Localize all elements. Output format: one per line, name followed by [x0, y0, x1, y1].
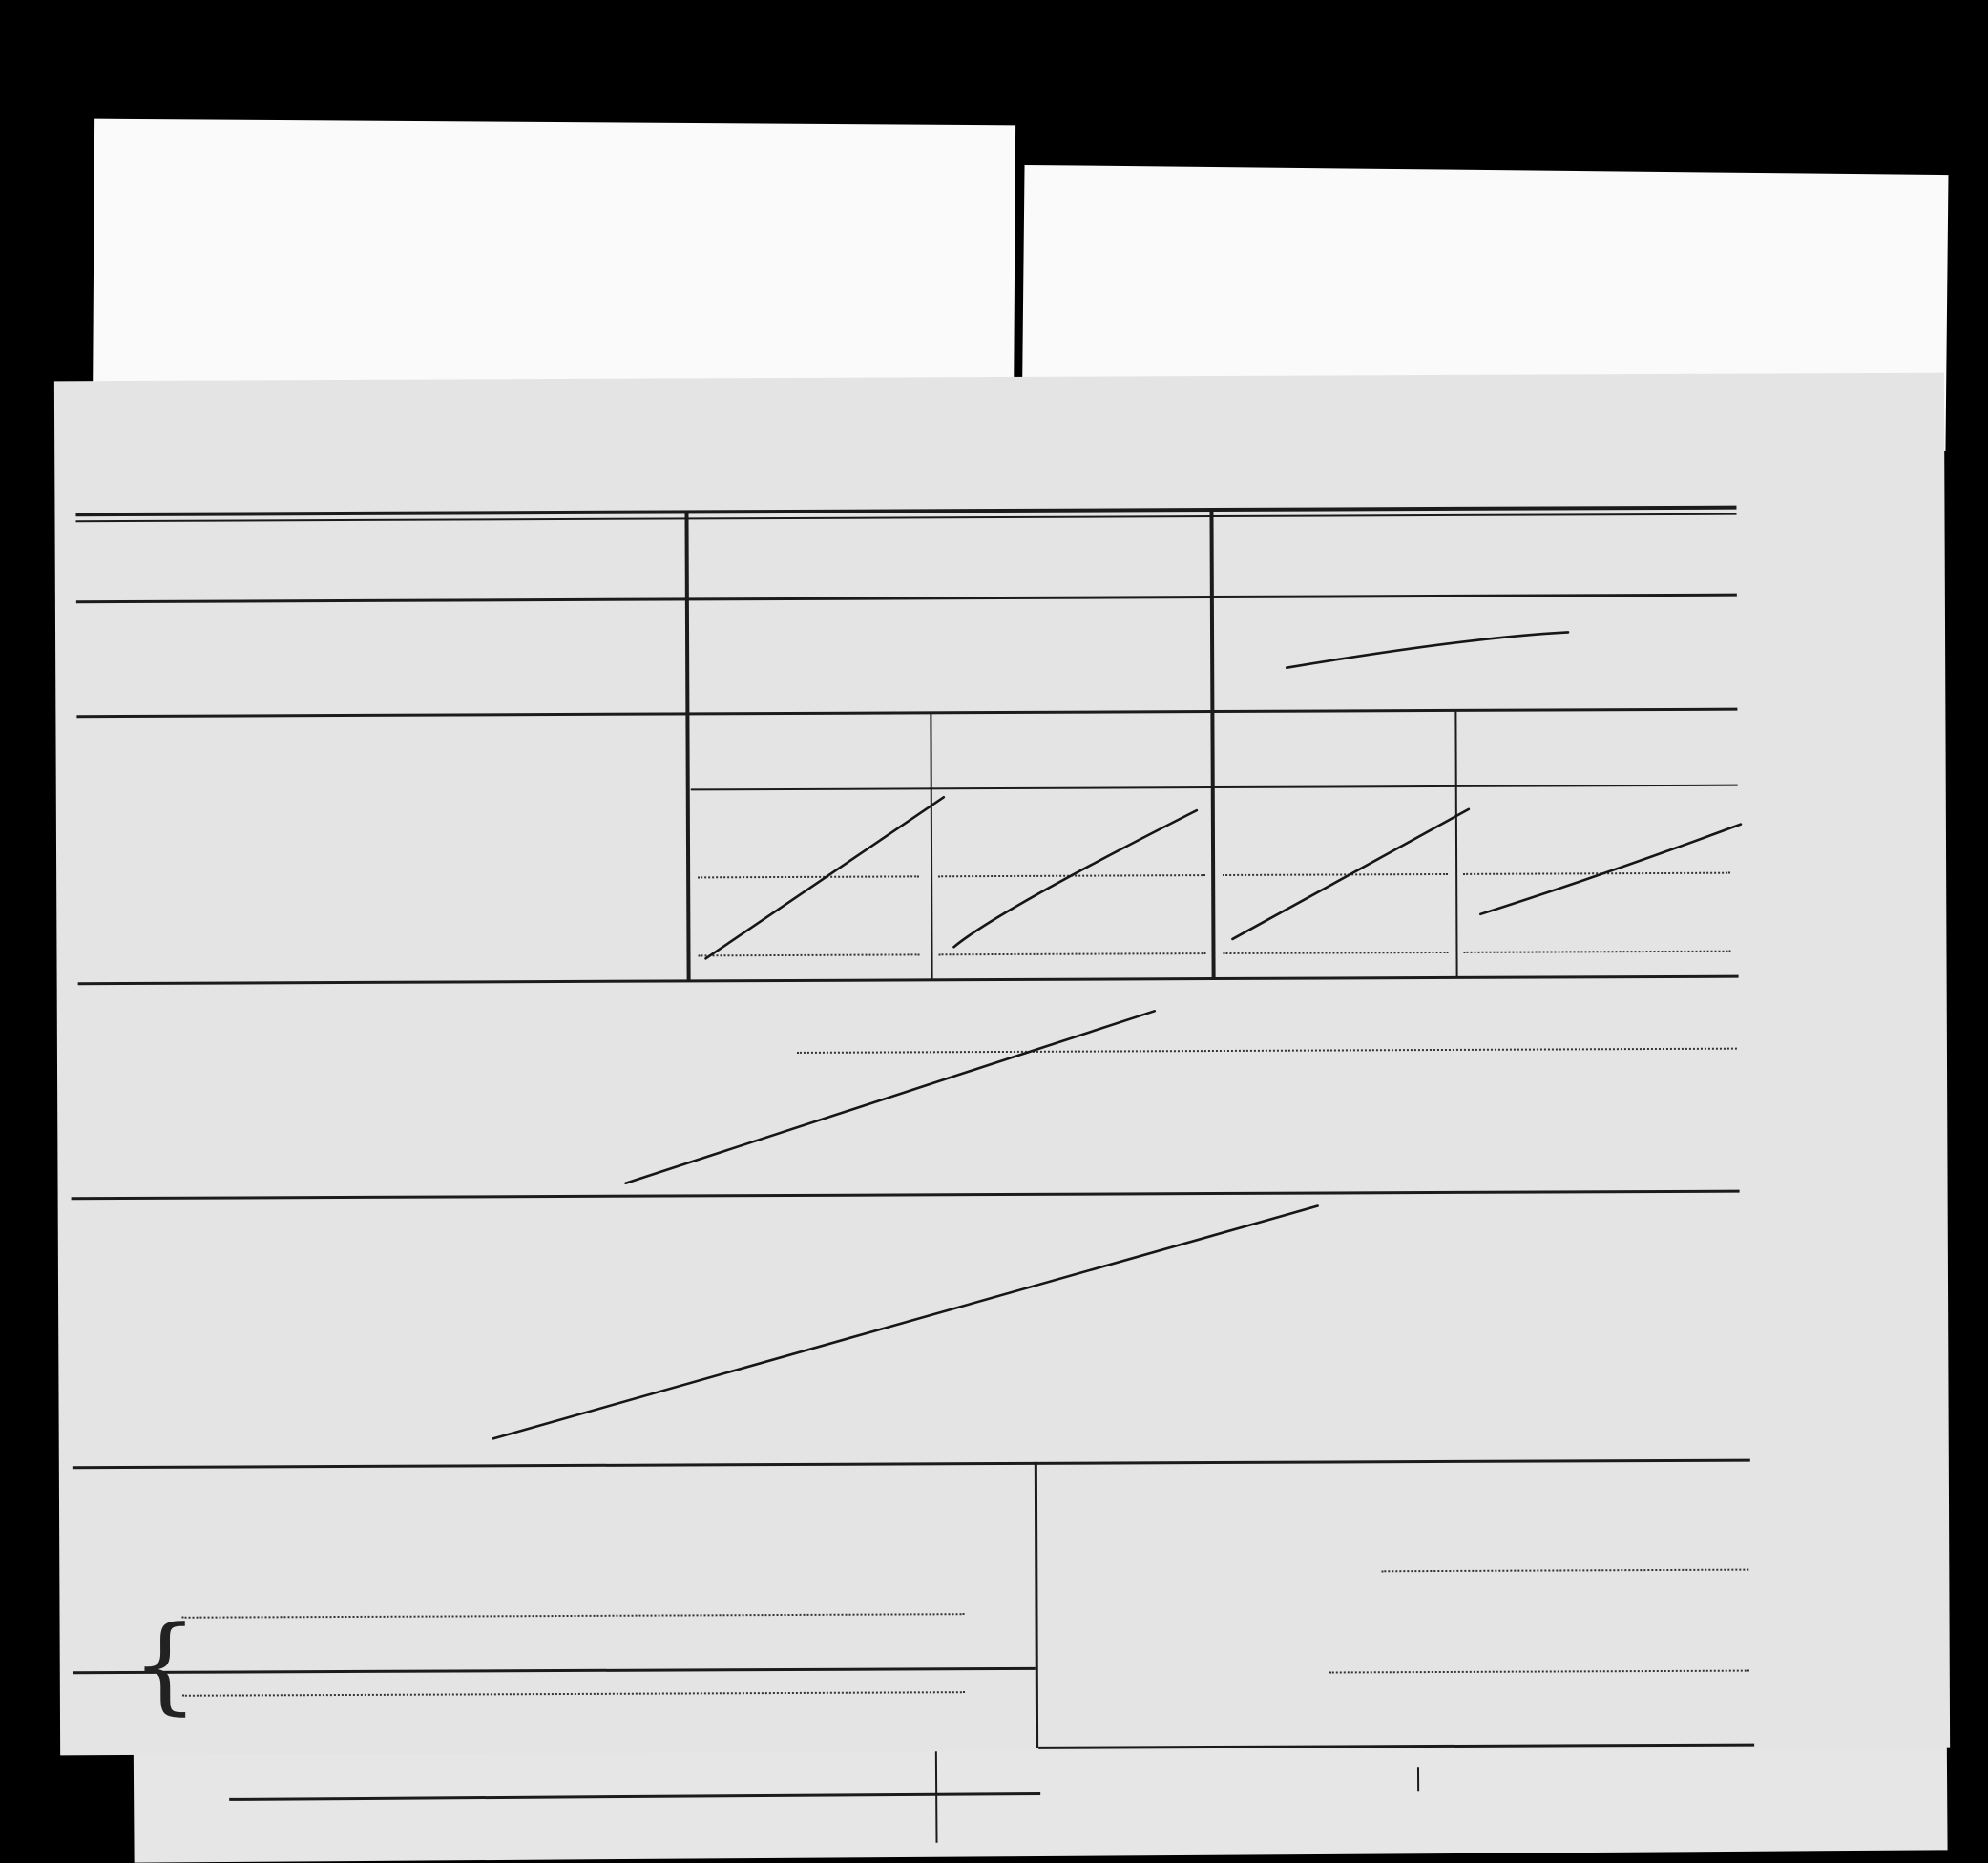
strike-remarks — [492, 1206, 1319, 1439]
underlying-rule — [229, 1792, 1040, 1801]
strike-documents — [625, 1011, 1156, 1183]
damaged-label-en — [94, 241, 1015, 248]
damaged-label-ru — [94, 177, 1015, 183]
form-sheet — [54, 373, 1950, 1756]
mother-underline-stroke — [1287, 632, 1568, 667]
strike-father-prev — [953, 810, 1198, 947]
strike-mother-prev — [1480, 825, 1741, 914]
handwritten-strokes — [54, 373, 1950, 1756]
underlying-mark — [1417, 1767, 1419, 1791]
bleed-through-label-en — [1023, 289, 1947, 299]
bleed-through-label-ru — [1024, 224, 1948, 234]
underlying-divider — [935, 1738, 938, 1843]
strike-father-this — [705, 797, 945, 958]
strike-mother-this — [1232, 809, 1470, 939]
signature-brace-icon: { — [131, 1602, 199, 1726]
